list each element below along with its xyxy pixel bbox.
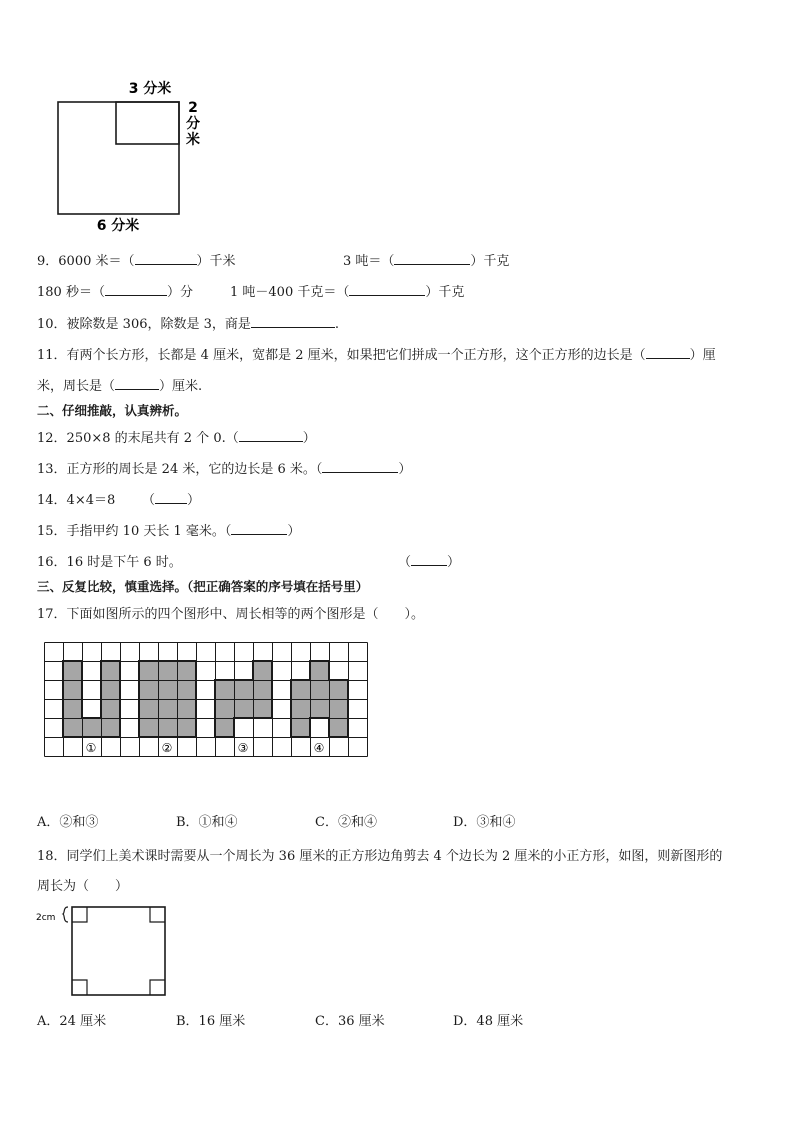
q17-text: 17．下面如图所示的四个图形中、周长相等的两个图形是（ ）。	[37, 607, 425, 622]
right-label-c2: 米	[186, 132, 200, 148]
q18-option-a[interactable]: A．24 厘米	[37, 1014, 107, 1029]
q17-option-c[interactable]: C．②和④	[315, 815, 377, 830]
right-label-num: 2	[188, 100, 198, 116]
brace-icon	[63, 907, 68, 922]
answer-blank[interactable]	[105, 283, 167, 296]
answer-blank[interactable]	[646, 346, 690, 359]
q18-option-b[interactable]: B．16 厘米	[176, 1014, 246, 1029]
q17-option-b[interactable]: B．①和④	[176, 815, 238, 830]
q9-line2-c: 180 秒＝（ ）分	[37, 285, 193, 300]
q9-line1-a: 9．6000 米＝（ ）千米	[37, 254, 236, 269]
q18-figure	[34, 902, 174, 998]
q14: 14．4×4＝8	[37, 493, 116, 508]
outer-rectangle	[58, 102, 179, 214]
q16: 16．16 时是下午 6 时。	[37, 555, 182, 570]
right-label-c1: 分	[186, 116, 200, 132]
q17-option-d[interactable]: D．③和④	[453, 815, 516, 830]
q12: 12．250×8 的末尾共有 2 个 0.（ ）	[37, 431, 316, 446]
q9-line1-b: 3 吨＝（ ）千克	[343, 254, 510, 269]
q13: 13．正方形的周长是 24 米，它的边长是 6 米。（ ）	[37, 462, 412, 477]
q11-line2: 米，周长是（ ）厘米.	[37, 379, 203, 394]
shape-label-4: ④	[313, 741, 325, 755]
section3-title: 三、反复比较，慎重选择。（把正确答案的序号填在括号里）	[37, 579, 369, 594]
answer-blank[interactable]	[394, 252, 470, 265]
answer-blank[interactable]	[155, 491, 187, 504]
answer-blank[interactable]	[411, 553, 447, 566]
answer-blank[interactable]	[135, 252, 197, 265]
shape-label-1: ①	[85, 741, 97, 755]
shape-label-3: ③	[237, 741, 249, 755]
square-outline	[72, 907, 165, 995]
section2-title: 二、仔细推敲，认真辨析。	[37, 403, 188, 418]
fig-size-label: 2cm	[36, 913, 56, 923]
q18-option-c[interactable]: C．36 厘米	[315, 1014, 385, 1029]
top-figure	[50, 75, 220, 240]
q18-line2: 周长为（ ）	[37, 879, 129, 894]
q18-line1: 18．同学们上美术课时需要从一个周长为 36 厘米的正方形边角剪去 4 个边长为 2 厘米的小正方形，如图，则新图形的	[37, 849, 723, 864]
q9-line2-d: 1 吨－400 千克＝（ ）千克	[230, 285, 465, 300]
answer-blank[interactable]	[251, 315, 335, 328]
grid-lines	[45, 643, 368, 757]
q16-answer: （ ）	[398, 555, 461, 570]
q11-line1: 11．有两个长方形，长都是 4 厘米，宽都是 2 厘米，如果把它们拼成一个正方形，这个正方形的边长是（ ）厘	[37, 348, 716, 363]
answer-blank[interactable]	[239, 429, 303, 442]
top-label: 3 分米	[128, 81, 172, 97]
q17-grid-figure	[44, 642, 368, 760]
answer-blank[interactable]	[231, 522, 287, 535]
q14-answer: （ ）	[142, 493, 201, 508]
q18-option-d[interactable]: D．48 厘米	[453, 1014, 524, 1029]
q15: 15．手指甲约 10 天长 1 毫米。（ ）	[37, 524, 301, 539]
bottom-label: 6 分米	[96, 218, 140, 234]
q10: 10．被除数是 306，除数是 3，商是 .	[37, 317, 340, 332]
answer-blank[interactable]	[322, 460, 398, 473]
answer-blank[interactable]	[349, 283, 425, 296]
inner-rectangle	[116, 102, 179, 144]
q17-option-a[interactable]: A．②和③	[37, 815, 99, 830]
answer-blank[interactable]	[115, 377, 159, 390]
corner-cuts	[72, 907, 165, 995]
shape-label-2: ②	[161, 741, 173, 755]
